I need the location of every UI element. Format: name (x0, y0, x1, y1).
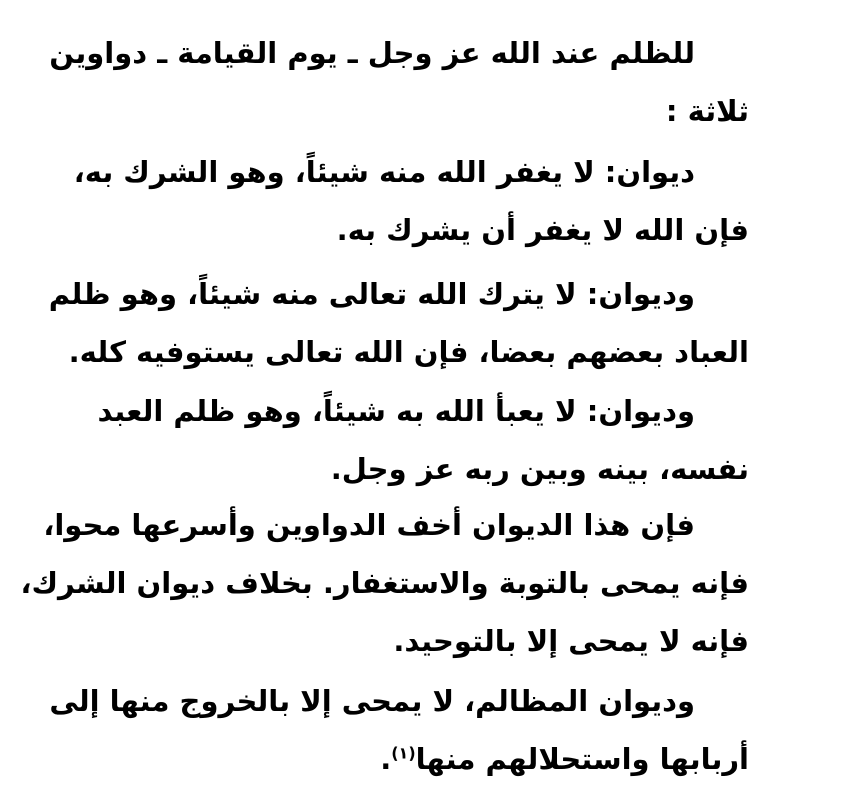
text-line: وديوان: لا يترك الله تعالى منه شيئاً، وهو ظلم (48, 277, 695, 311)
text-line: العباد بعضهم بعضا، فإن الله تعالى يستوفيه كله. (68, 335, 749, 369)
text-line: وديوان المظالم، لا يمحى إلا بالخروج منها إلى (49, 684, 695, 718)
paragraph-diwan-ibad (48, 265, 749, 381)
text-line: للظلم عند الله عز وجل ـ يوم القيامة ـ دواوين (49, 36, 695, 70)
text-line: فإن الله لا يغفر أن يشرك به. (336, 213, 749, 247)
text-line-with-footnote (113, 730, 749, 788)
paragraph-intro (49, 24, 749, 140)
end-punctuation: . (380, 742, 392, 776)
footnote-marker[interactable]: (١) (391, 743, 416, 763)
paragraph-diwan-akhaff (20, 496, 749, 670)
paragraph-diwan-shirk (73, 143, 749, 259)
text-line: ثلاثة : (665, 94, 749, 128)
text-line: ديوان: لا يغفر الله منه شيئاً، وهو الشرك به، (73, 155, 695, 189)
paragraph-diwan-nafs (97, 382, 749, 498)
text-line: فإنه لا يمحى إلا بالتوحيد. (393, 624, 749, 658)
text-line: وديوان: لا يعبأ الله به شيئاً، وهو ظلم العبد (97, 394, 695, 428)
text-line: نفسه، بينه وبين ربه عز وجل. (330, 452, 749, 486)
text-line: فإنه يمحى بالتوبة والاستغفار. بخلاف ديوان الشرك، (20, 566, 749, 600)
paragraph-diwan-mazalim (49, 672, 749, 788)
text-line: فإن هذا الديوان أخف الدواوين وأسرعها محوا، (43, 508, 695, 542)
text-fragment: أربابها واستحلالهم منها (415, 742, 749, 776)
